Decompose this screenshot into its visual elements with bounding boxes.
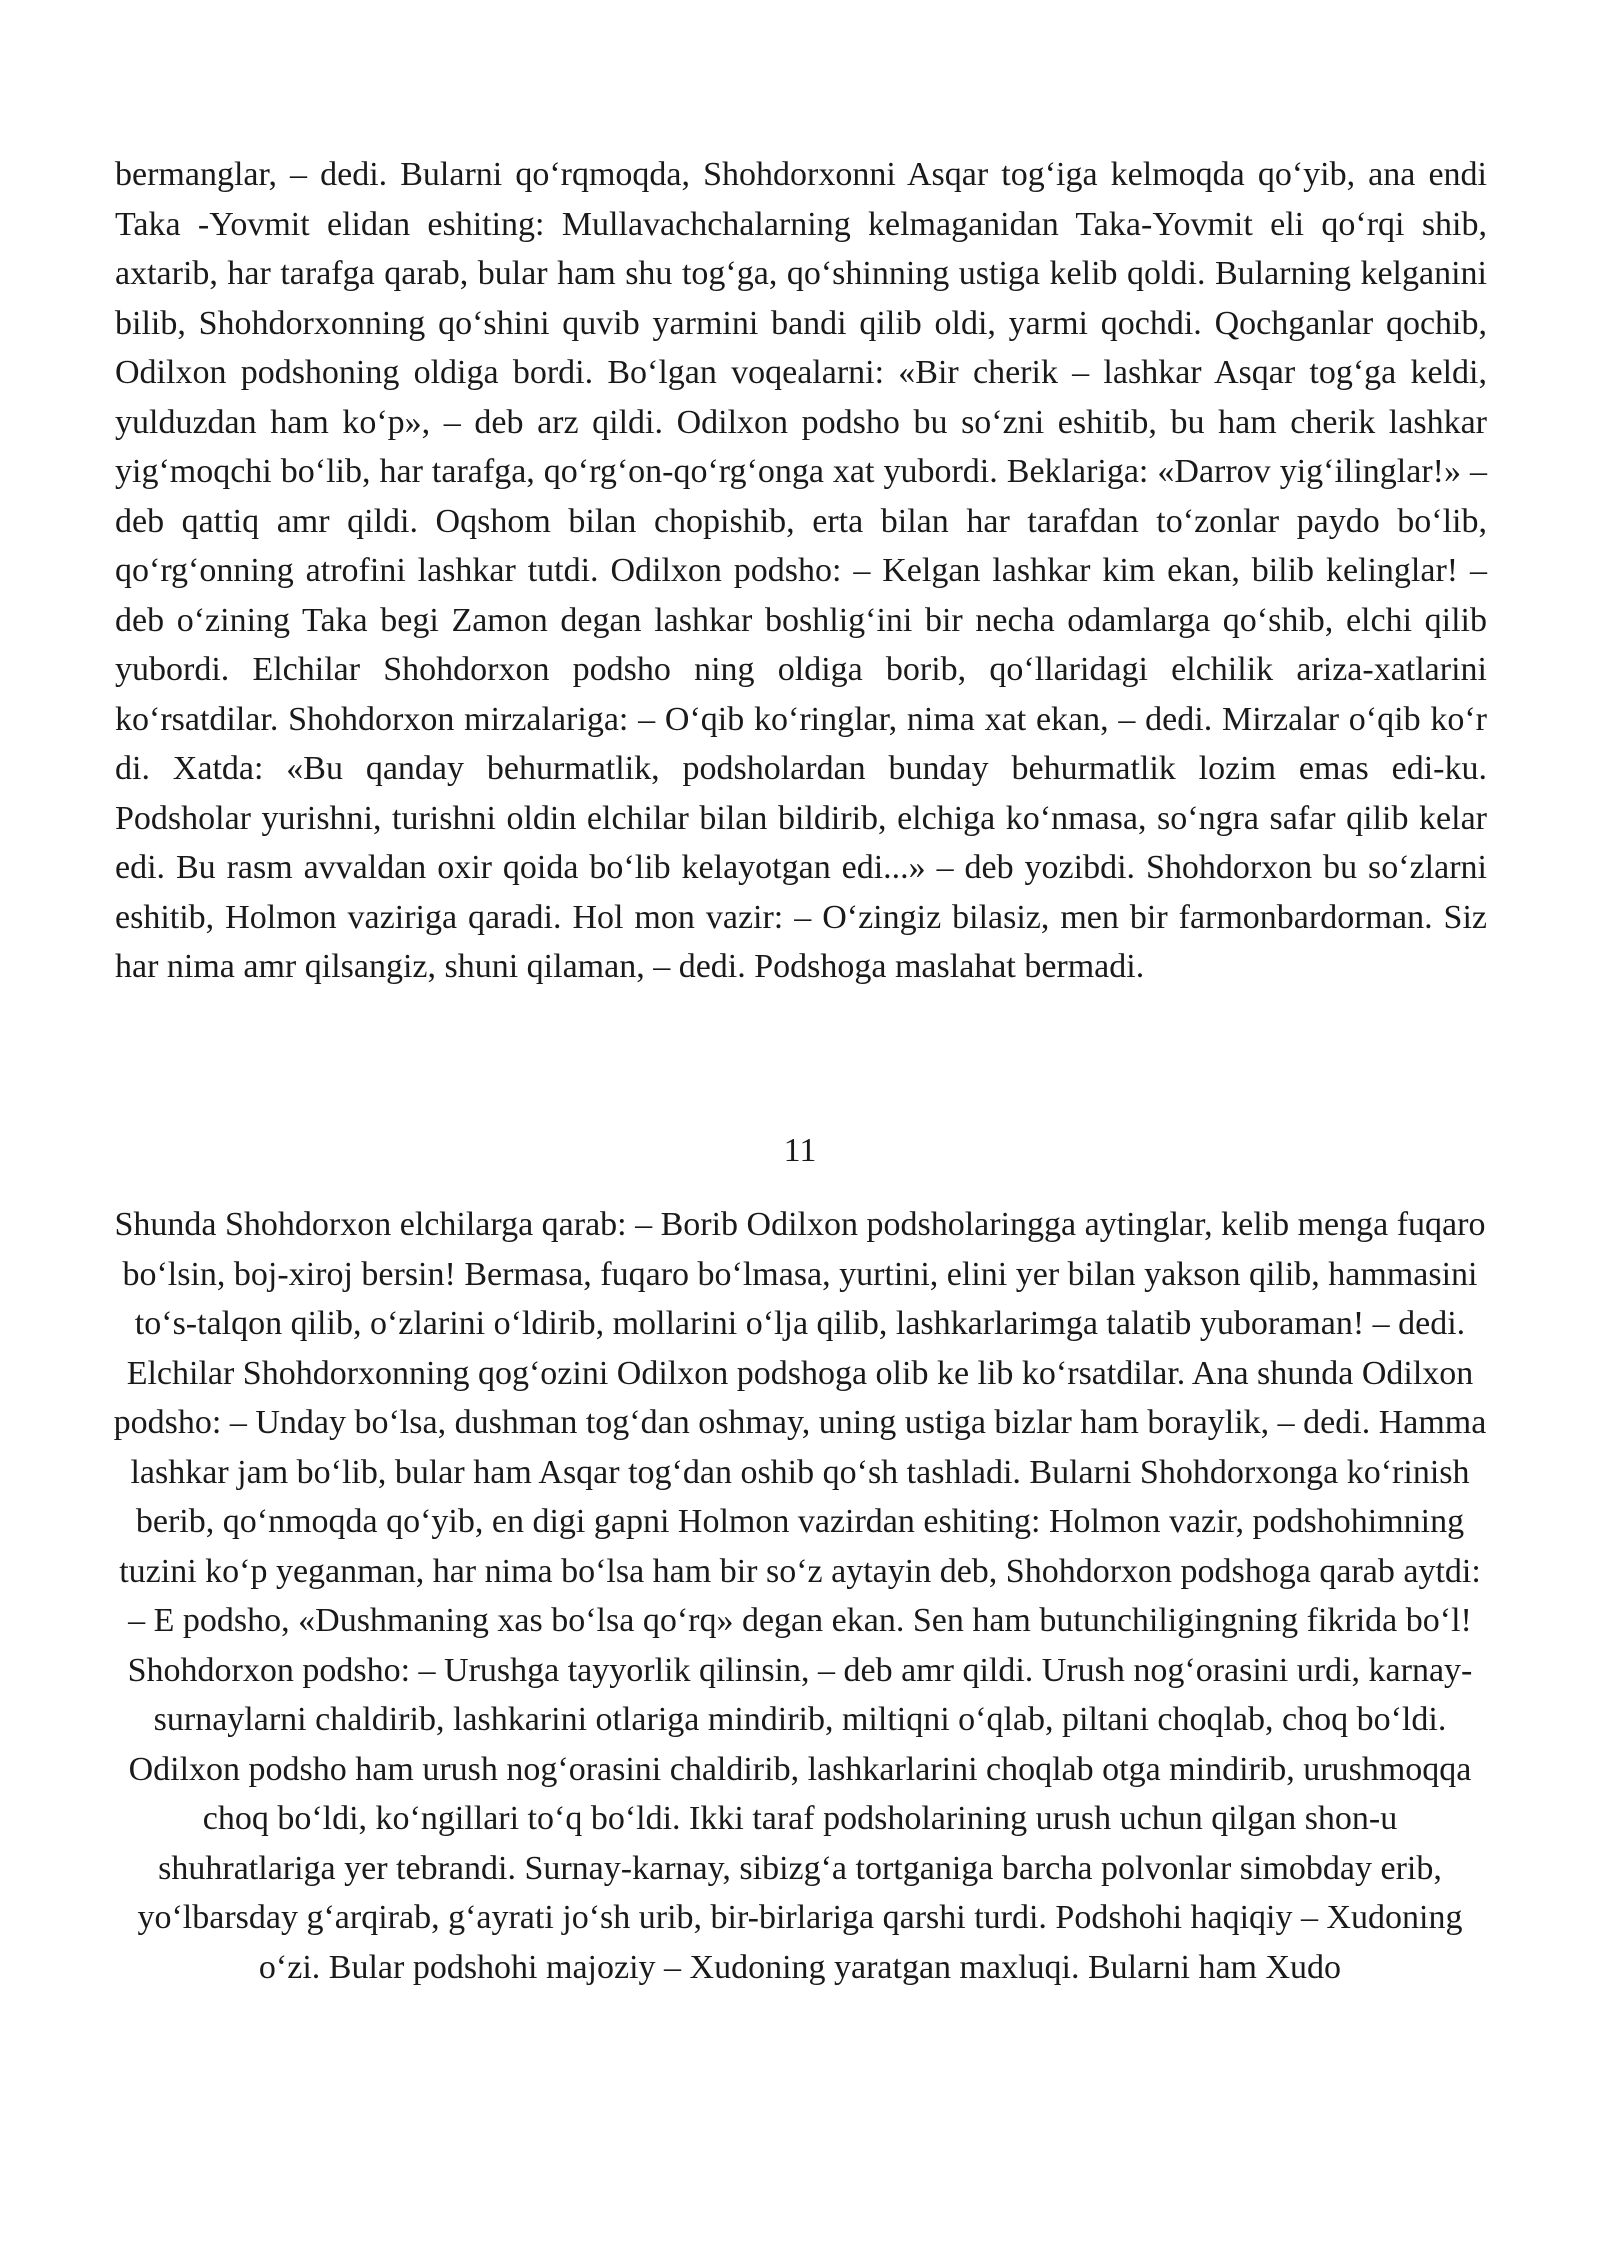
- page-number: 11: [783, 1132, 817, 1169]
- body-paragraph-bottom: Shunda Shohdorxon elchilarga qarab: – Borib Odilxon podsholaringga aytinglar, kelib menga fuqaro bo‘lsin, boj-xiroj bersin! Bermasa, fuqaro bo‘lmasa, yurtini, elini yer bilan yakson qilib, hammasini to‘s-talqon qilib, o‘zlarini o‘ldirib, mollarini o‘lja qilib, lashkarlarimga talatib yuboraman! – dedi. Elchilar Shohdorxonning qog‘ozini Odilxon podshoga olib ke lib ko‘rsatdilar. Ana shunda Odilxon podsho: – Unday bo‘lsa, dushman tog‘dan oshmay, uning ustiga bizlar ham boraylik, – dedi. Hamma lashkar jam bo‘lib, bular ham Asqar tog‘dan oshib qo‘sh tashladi. Bularni Shohdorxonga ko‘rinish berib, qo‘nmoqda qo‘yib, en digi gapni Holmon vazirdan eshiting: Holmon vazir, podshohimning tuzini ko‘p yeganman, har nima bo‘lsa ham bir so‘z aytayin deb, Shohdorxon podshoga qarab aytdi: – E podsho, «Dushmaning xas bo‘lsa qo‘rq» degan ekan. Sen ham butunchiligingning fikrida bo‘l! Shohdorxon podsho: – Urushga tayyorlik qilinsin, – deb amr qildi. Urush nog‘orasini urdi, karnay-surnaylarni chaldirib, lashkarini otlariga mindirib, miltiqni o‘qlab, piltani choqlab, choq bo‘ldi. Odilxon podsho ham urush nog‘orasini chaldirib, lashkarlarini choqlab otga mindirib, urushmoqqa choq bo‘ldi, ko‘ngillari to‘q bo‘ldi. Ikki taraf podsholarining urush uchun qilgan shon-u shuhratlariga yer tebrandi. Surnay-karnay, sibizg‘a tortganiga barcha polvonlar simobday erib, yo‘lbarsday g‘arqirab, g‘ayrati jo‘sh urib, bir-birlariga qarshi turdi. Podshohi haqiqiy – Xudoning o‘zi. Bular podshohi majoziy – Xudoning yaratgan maxluqi. Bularni ham Xudo: [113, 1206, 1487, 1986]
- body-paragraph-top: bermanglar, – dedi. Bularni qo‘rqmoqda, Shohdorxonni Asqar tog‘iga kelmoqda qo‘yib, ana endi Taka -Yovmit elidan eshiting: Mullavachchalarning kelmaganidan Taka-Yovmit eli qo‘rqi shib, axtarib, har tarafga qarab, bular ham shu tog‘ga, qo‘shinning ustiga kelib qoldi. Bularning kelganini bilib, Shohdorxonning qo‘shini quvib yarmini bandi qilib oldi, yarmi qochdi. Qochganlar qochib, Odilxon podshoning oldiga bordi. Bo‘lgan voqealarni: «Bir cherik – lashkar Asqar tog‘ga keldi, yulduzdan ham ko‘p», – deb arz qildi. Odilxon podsho bu so‘zni eshitib, bu ham cherik lashkar yig‘moqchi bo‘lib, har tarafga, qo‘rg‘on-qo‘rg‘onga xat yubordi. Beklariga: «Darrov yig‘ilinglar!» – deb qattiq amr qildi. Oqshom bilan chopishib, erta bilan har tarafdan to‘zonlar paydo bo‘lib, qo‘rg‘onning atrofini lashkar tutdi. Odilxon podsho: – Kelgan lashkar kim ekan, bilib kelinglar! – deb o‘zining Taka begi Zamon degan lashkar boshlig‘ini bir necha odamlarga qo‘shib, elchi qilib yubordi. Elchilar Shohdorxon podsho ning oldiga borib, qo‘llaridagi elchilik ariza-xatlarini ko‘rsatdilar. Shohdorxon mirzalariga: – O‘qib ko‘ringlar, nima xat ekan, – dedi. Mirzalar o‘qib ko‘r di. Xatda: «Bu qanday behurmatlik, podsholardan bunday behurmatlik lozim emas edi-ku. Podsholar yurishni, turishni oldin elchilar bilan bildirib, elchiga ko‘nmasa, so‘ngra safar qilib kelar edi. Bu rasm avvaldan oxir qoida bo‘lib kelayotgan edi...» – deb yozibdi. Shohdorxon bu so‘zlarni eshitib, Holmon vaziriga qaradi. Hol mon vazir: – O‘zingiz bilasiz, men bir farmonbardorman. Siz har nima amr qilsangiz, shuni qilaman, – dedi. Podshoga maslahat bermadi.: [115, 156, 1487, 985]
